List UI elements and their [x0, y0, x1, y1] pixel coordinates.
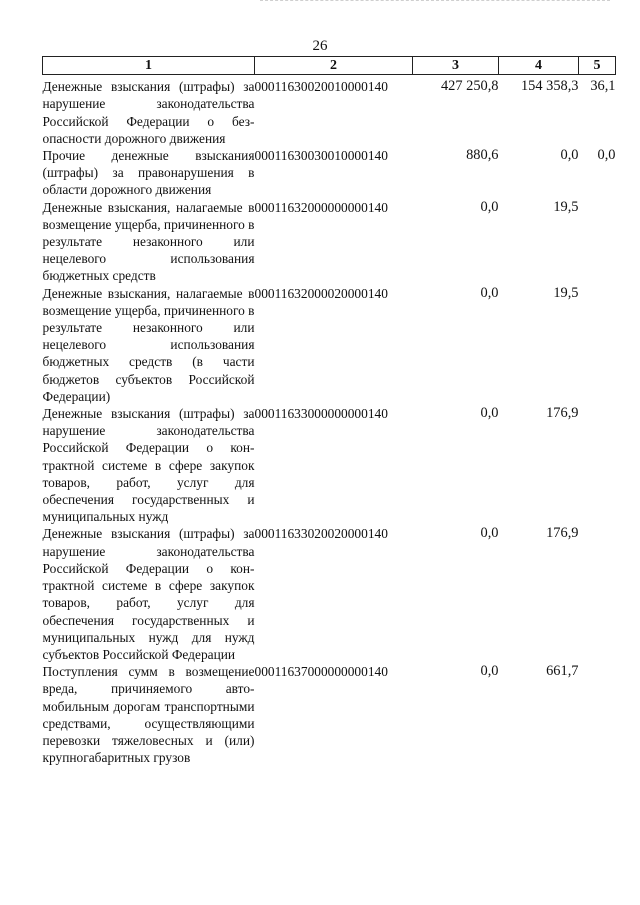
row-col3: 0,0 [480, 284, 499, 301]
row-code: 00011630030010000140 [254, 148, 388, 164]
row-col5 [579, 525, 616, 663]
row-name: Денежные взыскания (штрафы) за нарушение законодательства Российской Федерации о контрактной системе в сфере закупок товаров, работ, услуг для обеспечения государственных и муниципальных нужд для нужд субъектов Российской Федерации [42, 526, 255, 662]
row-name: Денежные взыскания (штрафы) за нарушение законодательства Российской Федерации о контрактной системе в сфере закупок товаров, работ, услуг для обеспечения государственных и муниципальных нужд [42, 406, 255, 525]
row-col3: 427 250,8 [440, 78, 499, 95]
row-col4: 0,0 [560, 147, 579, 164]
column-header-5: 5 [579, 57, 616, 75]
table-row [43, 75, 616, 147]
row-col4: 19,5 [553, 284, 579, 301]
row-name: Денежные взыскания, налагаемые в возмещение ущерба, причиненного в результате незаконного или нецелевого использования бюджетных средств [42, 199, 255, 284]
row-name: Поступления сумм в возмещение вреда, причиняемого автомобильным дорогам транспортными средствами, осуществляющими перевозки тяжеловесных и (или) крупногабаритных грузов [42, 664, 255, 766]
scan-edge-rule [260, 0, 610, 2]
column-header-2: 2 [255, 57, 413, 75]
table-row [43, 147, 616, 199]
column-header-row [43, 57, 616, 75]
row-name: Денежные взыскания, налагаемые в возмещение ущерба, причиненного в результате незаконного или нецелевого использования бюджетных средств (в части бюджетов субъектов Российской Федерации) [42, 285, 255, 404]
row-col4: 176,9 [546, 525, 579, 542]
row-col5: 0,0 [597, 147, 616, 164]
row-col5 [579, 405, 616, 525]
row-col5: 36,1 [590, 78, 616, 95]
row-code: 00011637000000000140 [254, 664, 388, 680]
column-header-1: 1 [43, 57, 255, 75]
row-col5 [579, 663, 616, 766]
row-code: 00011632000020000140 [254, 285, 388, 301]
table-row [43, 663, 616, 766]
column-header-3: 3 [413, 57, 499, 75]
table-row [43, 525, 616, 663]
row-code: 00011630020010000140 [254, 79, 388, 95]
table-row [43, 199, 616, 285]
row-code: 00011633020020000140 [254, 526, 388, 542]
row-code: 00011633000000000140 [254, 406, 388, 422]
row-col4: 154 358,3 [520, 78, 579, 95]
row-col3: 0,0 [480, 198, 499, 215]
row-col5 [579, 285, 616, 405]
row-code: 00011632000000000140 [254, 199, 388, 215]
row-name: Денежные взыскания (штрафы) за нарушение законодательства Российской Федерации о безопасности дорожного движения [42, 79, 255, 146]
row-col4: 176,9 [546, 405, 579, 422]
column-header-4: 4 [499, 57, 579, 75]
page-number: 26 [312, 38, 328, 54]
table-row [43, 285, 616, 405]
row-col3: 0,0 [480, 525, 499, 542]
row-col4: 19,5 [553, 198, 579, 215]
row-col3: 0,0 [480, 663, 499, 680]
row-col3: 0,0 [480, 405, 499, 422]
row-col5 [579, 199, 616, 285]
row-col3: 880,6 [466, 147, 499, 164]
table-row [43, 405, 616, 525]
revenue-table [42, 56, 616, 766]
row-col4: 661,7 [546, 663, 579, 680]
row-name: Прочие денежные взыскания (штрафы) за правонарушения в области дорожного движения [42, 148, 255, 198]
